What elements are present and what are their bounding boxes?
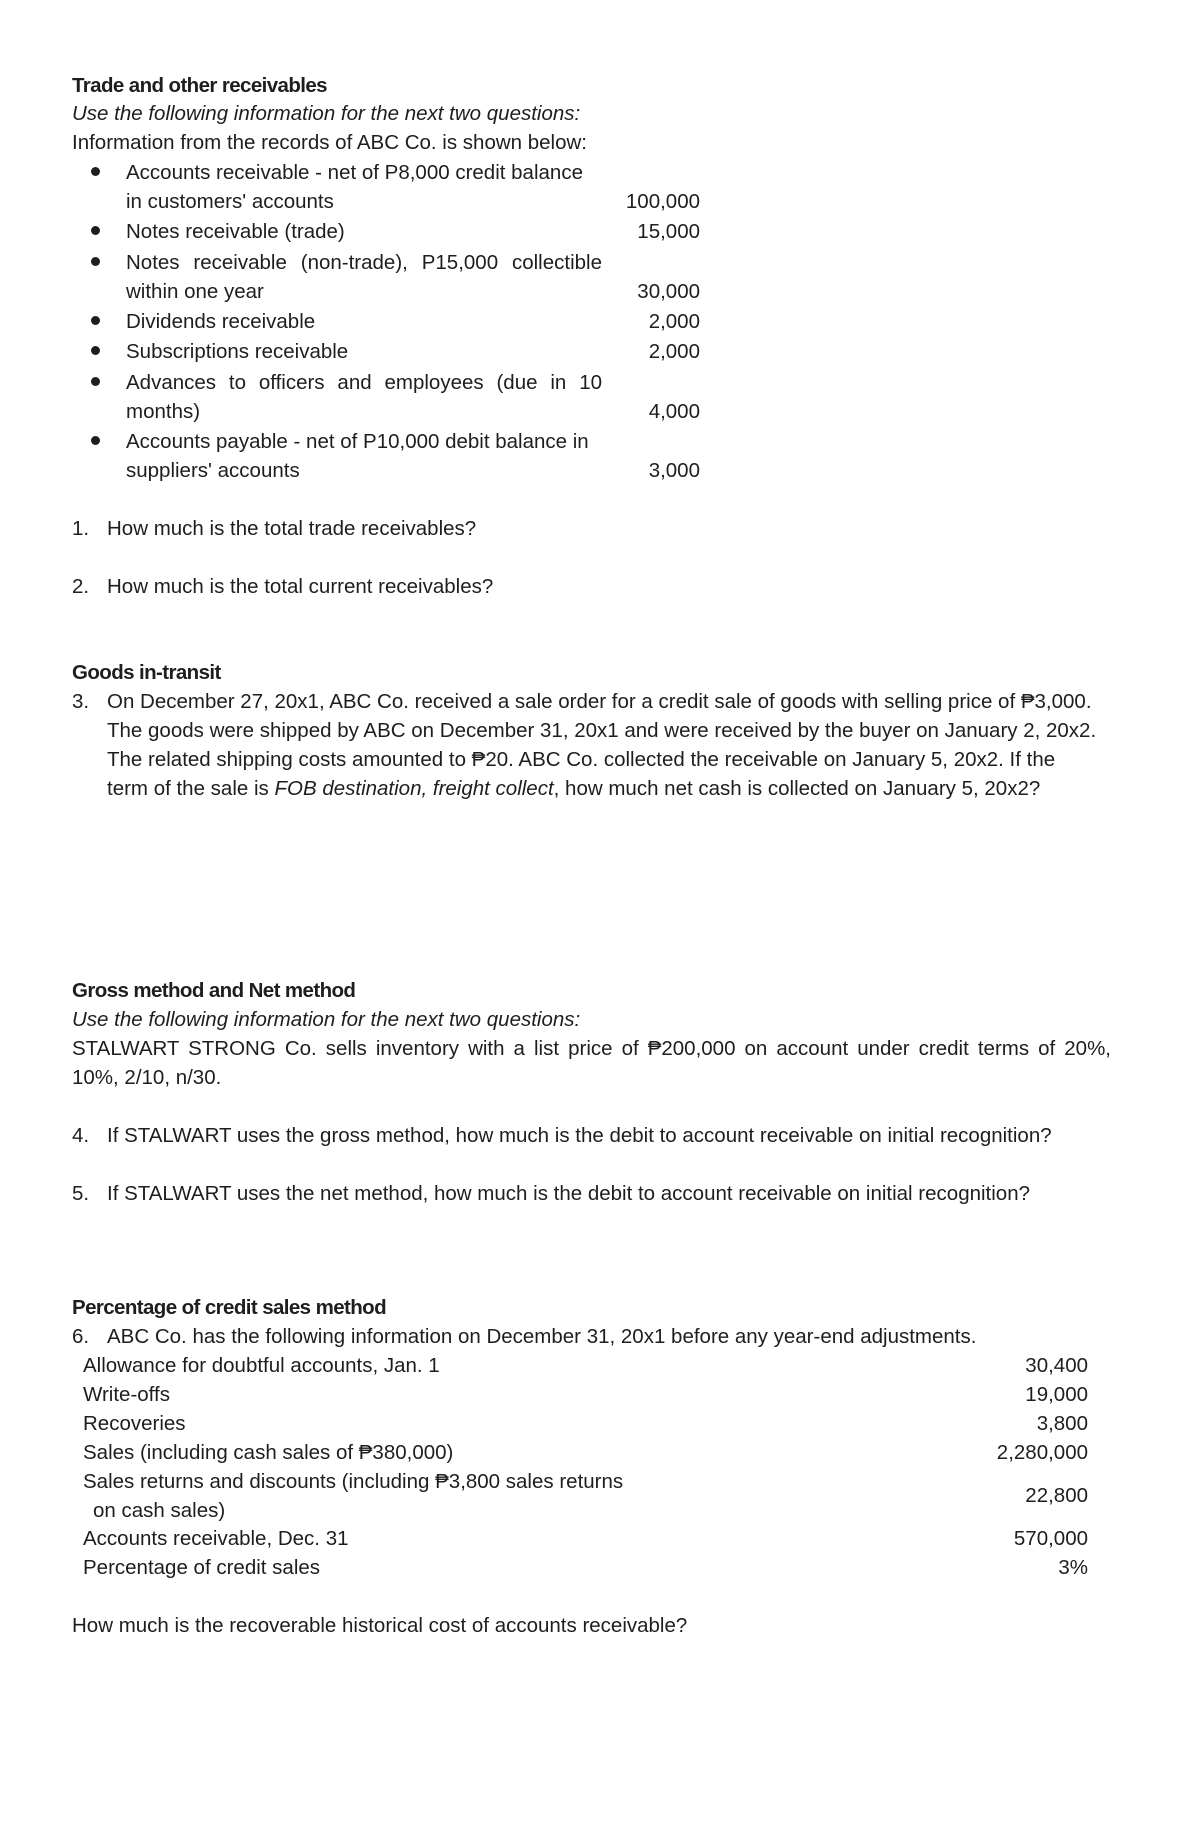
section-heading-trade-receivables: Trade and other receivables <box>72 74 327 97</box>
question-2: How much is the total current receivables? <box>107 575 494 598</box>
section-heading-goods-in-transit: Goods in-transit <box>72 661 221 684</box>
list-item-amount: 100,000 <box>625 190 700 213</box>
table-row-amount: 19,000 <box>1025 1383 1088 1406</box>
section-heading-credit-sales: Percentage of credit sales method <box>72 1296 387 1319</box>
table-row-amount: 3,800 <box>1036 1412 1088 1435</box>
table-row-label: Recoveries <box>83 1412 186 1435</box>
list-item: Subscriptions receivable <box>126 340 349 363</box>
list-item-amount: 2,000 <box>648 340 700 363</box>
question-5: If STALWART uses the net method, how much is the debit to account receivable on initial recognition? <box>107 1182 1031 1205</box>
section-heading-gross-net: Gross method and Net method <box>72 979 356 1002</box>
bullet-icon <box>91 316 100 325</box>
question-number: 4. <box>72 1124 90 1147</box>
bullet-icon <box>91 167 100 176</box>
question-3-line: On December 27, 20x1, ABC Co. received a sale order for a credit sale of goods with selling price of ₱3,000. <box>107 690 1092 713</box>
list-item-cont: suppliers' accounts <box>126 459 300 482</box>
question-number: 6. <box>72 1325 90 1348</box>
question-number: 1. <box>72 517 90 540</box>
bullet-icon <box>91 436 100 445</box>
final-question: How much is the recoverable historical cost of accounts receivable? <box>72 1614 688 1637</box>
table-row-label: Allowance for doubtful accounts, Jan. 1 <box>83 1354 440 1377</box>
table-row-amount: 30,400 <box>1025 1354 1088 1377</box>
table-row-label: Sales (including cash sales of ₱380,000) <box>83 1441 454 1464</box>
question-number: 2. <box>72 575 90 598</box>
list-item-amount: 30,000 <box>637 280 700 303</box>
question-number: 5. <box>72 1182 90 1205</box>
table-row-amount: 22,800 <box>1025 1484 1088 1507</box>
intro-italic: Use the following information for the next two questions: <box>72 1008 581 1031</box>
bullet-icon <box>91 377 100 386</box>
list-item-cont: in customers' accounts <box>126 190 334 213</box>
list-item-amount: 15,000 <box>637 220 700 243</box>
list-item: Advances to officers and employees (due in 10 <box>126 371 602 394</box>
table-row-label: Sales returns and discounts (including ₱3,800 sales returns <box>83 1470 624 1493</box>
list-item-amount: 3,000 <box>648 459 700 482</box>
list-item-cont: within one year <box>126 280 264 303</box>
table-row-amount: 3% <box>1058 1556 1088 1579</box>
question-1: How much is the total trade receivables? <box>107 517 477 540</box>
emphasis-text: FOB destination, freight collect <box>274 777 554 800</box>
bullet-icon <box>91 346 100 355</box>
question-number: 3. <box>72 690 90 713</box>
list-item-cont: months) <box>126 400 201 423</box>
question-3-line: The goods were shipped by ABC on December 31, 20x1 and were received by the buyer on January 2, 20x2. <box>107 719 1097 742</box>
table-row-label: Write-offs <box>83 1383 170 1406</box>
question-4: If STALWART uses the gross method, how much is the debit to account receivable on initial recognition? <box>107 1124 1052 1147</box>
table-row-label-cont: on cash sales) <box>93 1499 226 1522</box>
list-item-amount: 2,000 <box>648 310 700 333</box>
table-row-label: Accounts receivable, Dec. 31 <box>83 1527 349 1550</box>
intro-text: STALWART STRONG Co. sells inventory with a list price of ₱200,000 on account under credit terms of 20%, <box>72 1037 1111 1060</box>
list-item: Notes receivable (trade) <box>126 220 345 243</box>
list-item: Accounts receivable - net of P8,000 credit balance <box>126 161 583 184</box>
list-item: Dividends receivable <box>126 310 316 333</box>
question-6: ABC Co. has the following information on December 31, 20x1 before any year-end adjustments. <box>107 1325 977 1348</box>
table-row-amount: 2,280,000 <box>996 1441 1088 1464</box>
intro-text-cont: 10%, 2/10, n/30. <box>72 1066 222 1089</box>
list-item: Accounts payable - net of P10,000 debit balance in <box>126 430 589 453</box>
text-span: term of the sale is <box>107 777 275 800</box>
question-3-line <box>107 777 1040 801</box>
list-item: Notes receivable (non-trade), P15,000 collectible <box>126 251 602 274</box>
bullet-icon <box>91 226 100 235</box>
intro-italic: Use the following information for the next two questions: <box>72 102 581 125</box>
text-span: , how much net cash is collected on January 5, 20x2? <box>553 777 1041 800</box>
list-item-amount: 4,000 <box>648 400 700 423</box>
bullet-icon <box>91 257 100 266</box>
table-row-amount: 570,000 <box>1013 1527 1088 1550</box>
table-row-label: Percentage of credit sales <box>83 1556 321 1579</box>
question-3-line: The related shipping costs amounted to ₱20. ABC Co. collected the receivable on January 5, 20x2. If the <box>107 748 1056 771</box>
intro-text: Information from the records of ABC Co. is shown below: <box>72 131 588 154</box>
